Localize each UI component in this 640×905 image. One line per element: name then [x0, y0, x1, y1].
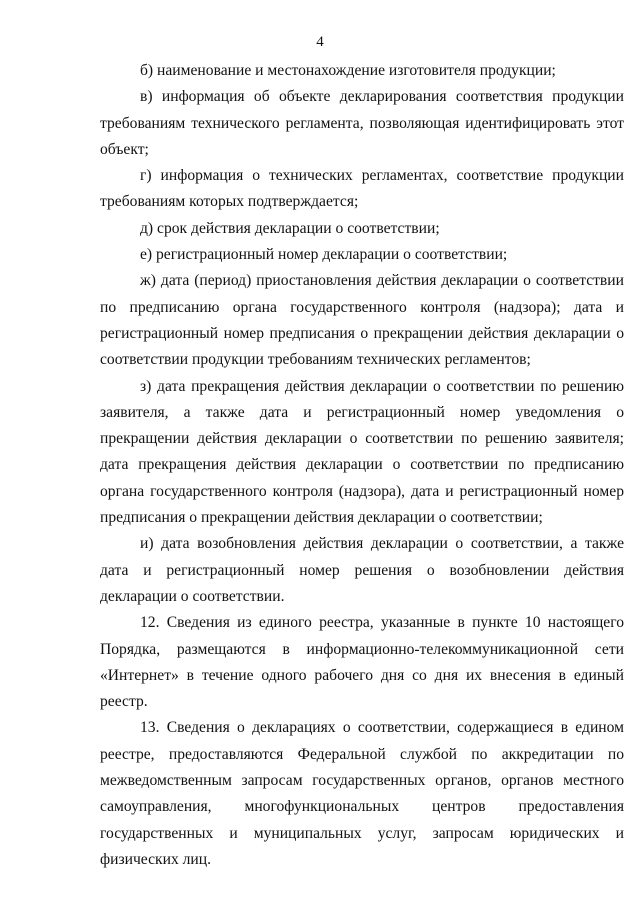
document-body	[100, 58, 624, 873]
paragraph-e: е) регистрационный номер декларации о соответствии;	[140, 246, 508, 264]
paragraph-z: з) дата прекращения действия декларации о соответствии по решению заявителя, а также дата и регистрационный номер уведомления о прекращении действия декларации о соответствии по решению заявителя; дата прекращения действия декларации о соответствии по предписанию органа государственного контроля (надзора), дата и регистрационный номер предписания о прекращении действия декларации о соответствии;	[100, 377, 624, 527]
paragraph-g: г) информация о технических регламентах, соответствие продукции требованиям которых подтверждается;	[100, 167, 624, 211]
paragraph-v: в) информация об объекте декларирования соответствия продукции требованиям технического регламента, позволяющая идентифицировать этот объект;	[100, 88, 624, 158]
paragraph-i: и) дата возобновления действия декларации о соответствии, а также дата и регистрационный номер решения о возобновлении действия декларации о соответствии.	[100, 535, 624, 605]
paragraph-12: 12. Сведения из единого реестра, указанные в пункте 10 настоящего Порядка, размещаются в информационно-телекоммуникационной сети «Интернет» в течение одного рабочего дня со дня их внесения в единый реестр.	[100, 614, 624, 711]
paragraph-zh: ж) дата (период) приостановления действия декларации о соответствии по предписанию органа государственного контроля (надзора); дата и регистрационный номер предписания о прекращении действия декларации о соответствии продукции требованиям технических регламентов;	[100, 272, 624, 369]
paragraph-13: 13. Сведения о декларациях о соответствии, содержащиеся в едином реестре, предоставляются Федеральной службой по аккредитации по межведомственным запросам государственных органов, органов местного самоуправления, многофункциональных центров предоставления государственных и муниципальных услуг, запросам юридических и физических лиц.	[100, 719, 624, 868]
page-number: 4	[316, 34, 324, 50]
paragraph-b: б) наименование и местонахождение изготовителя продукции;	[140, 62, 556, 79]
paragraph-d: д) срок действия декларации о соответствии;	[140, 219, 440, 237]
